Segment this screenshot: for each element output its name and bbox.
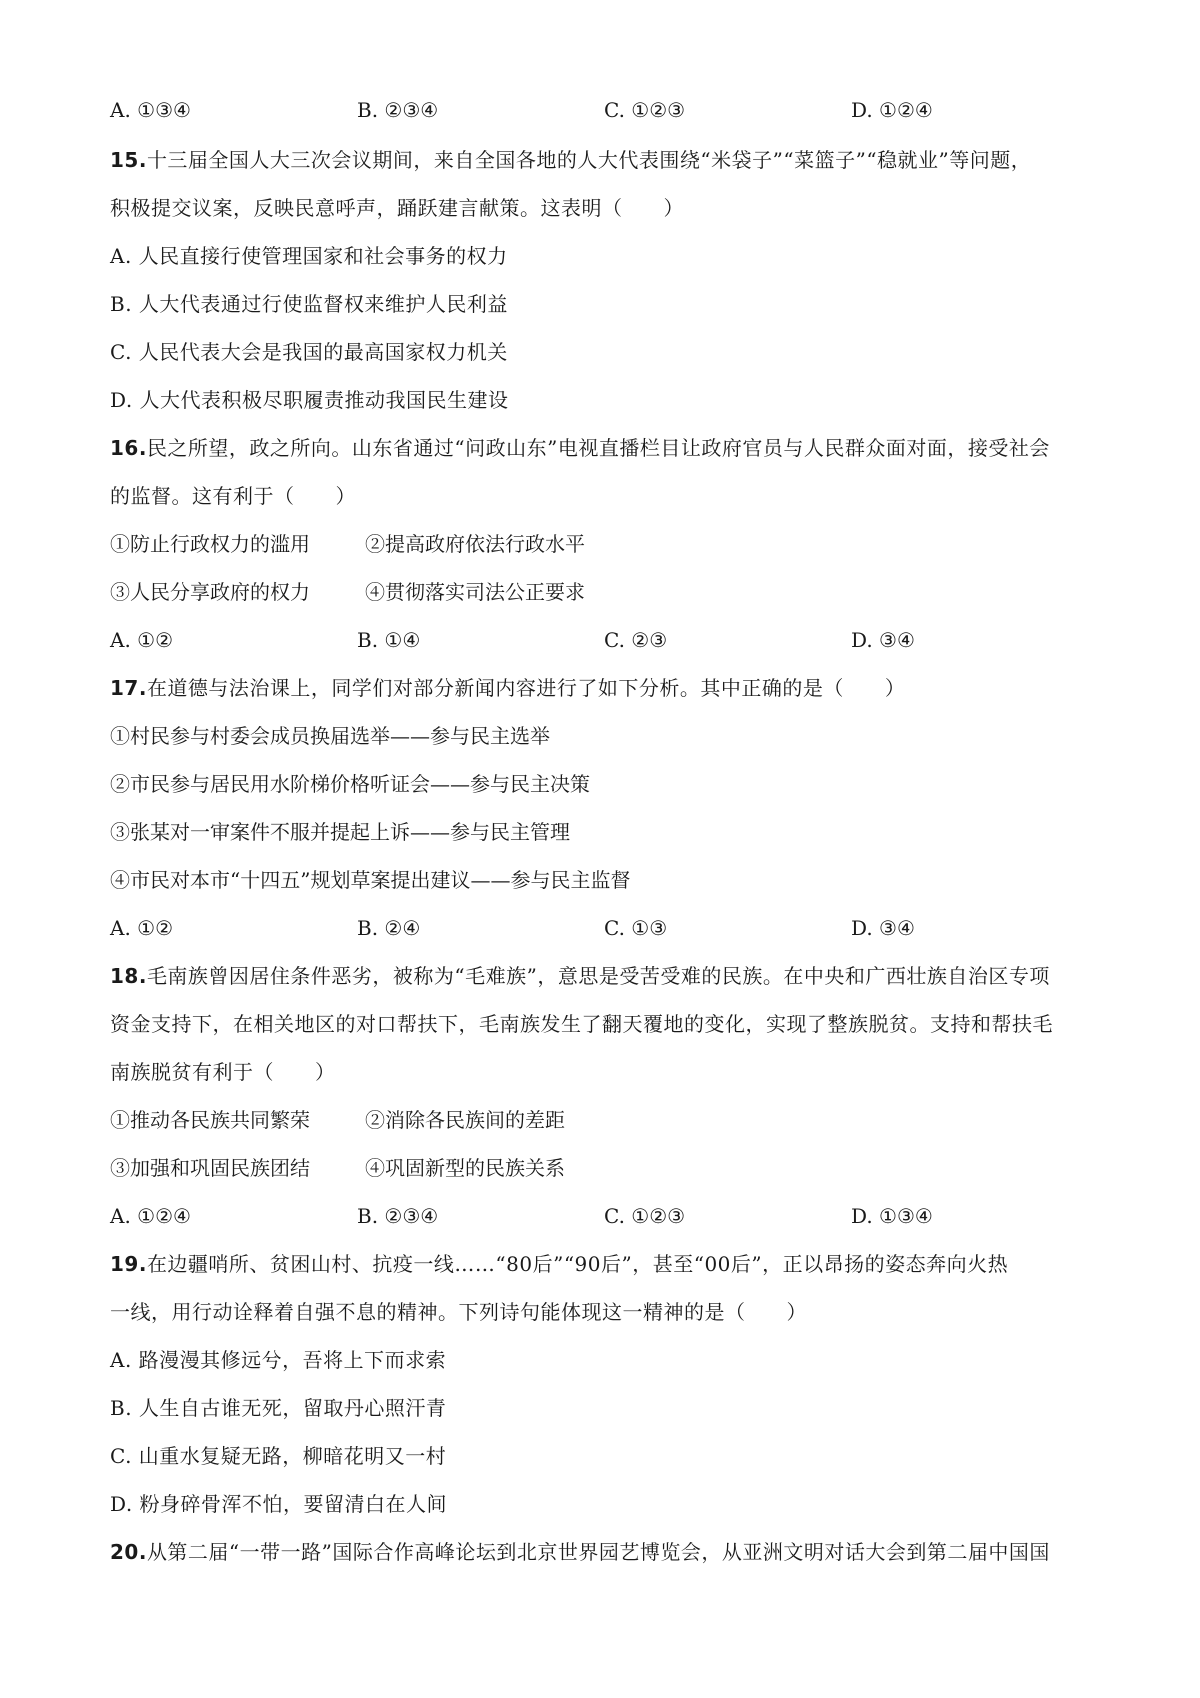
q18-option-d[interactable]: D. ①③④ [851, 1204, 933, 1228]
q14-option-b[interactable]: B. ②③④ [357, 98, 439, 122]
q16-item-4: ④贯彻落实司法公正要求 [365, 580, 585, 604]
q18-stem-line2: 资金支持下，在相关地区的对口帮扶下，毛南族发生了翻天覆地的变化，实现了整族脱贫。支持和帮扶毛 [110, 1012, 1053, 1036]
q15-stem-line2: 积极提交议案，反映民意呼声，踊跃建言献策。这表明（ ） [110, 196, 684, 220]
q17-option-b[interactable]: B. ②④ [357, 916, 421, 940]
q20-stem [110, 1538, 1100, 1566]
q17-stem [110, 674, 1100, 702]
q19-option-b[interactable]: B. 人生自古谁无死，留取丹心照汗青 [110, 1396, 447, 1420]
q18-item-3: ③加强和巩固民族团结 [110, 1156, 310, 1180]
q16-stem [110, 434, 1100, 462]
q15-stem [110, 146, 1100, 174]
q14-option-c[interactable]: C. ①②③ [604, 98, 686, 122]
q17-item-2: ②市民参与居民用水阶梯价格听证会——参与民主决策 [110, 772, 590, 796]
q14-option-a[interactable]: A. ①③④ [110, 98, 191, 122]
q15-number: 15. [110, 148, 147, 172]
q16-stem-line2: 的监督。这有利于（ ） [110, 484, 356, 508]
q19-option-d[interactable]: D. 粉身碎骨浑不怕，要留清白在人间 [110, 1492, 448, 1516]
q17-item-3: ③张某对一审案件不服并提起上诉——参与民主管理 [110, 820, 570, 844]
q16-option-c[interactable]: C. ②③ [604, 628, 668, 652]
q16-options [110, 626, 1100, 654]
q16-option-d[interactable]: D. ③④ [851, 628, 915, 652]
q16-item-2: ②提高政府依法行政水平 [365, 532, 585, 556]
q17-item-1: ①村民参与村委会成员换届选举——参与民主选举 [110, 724, 550, 748]
q19-option-c[interactable]: C. 山重水复疑无路，柳暗花明又一村 [110, 1444, 447, 1468]
q18-stem-line3: 南族脱贫有利于（ ） [110, 1060, 336, 1084]
q16-stem-line1: 民之所望，政之所向。山东省通过“问政山东”电视直播栏目让政府官员与人民群众面对面，接受社会 [146, 436, 1050, 460]
q18-number: 18. [110, 964, 147, 988]
q19-stem-line1: 在边疆哨所、贫困山村、抗疫一线……“80后”“90后”，甚至“00后”，正以昂扬的姿态奔向火热 [146, 1252, 1009, 1276]
q15-option-a[interactable]: A. 人民直接行使管理国家和社会事务的权力 [110, 244, 508, 268]
q18-options [110, 1202, 1100, 1230]
q16-item-3: ③人民分享政府的权力 [110, 580, 310, 604]
q19-option-a[interactable]: A. 路漫漫其修远兮，吾将上下而求索 [110, 1348, 447, 1372]
q14-options [110, 96, 1100, 124]
q17-option-a[interactable]: A. ①② [110, 916, 174, 940]
q18-stem [110, 962, 1100, 990]
q19-stem [110, 1250, 1100, 1278]
q15-option-b[interactable]: B. 人大代表通过行使监督权来维护人民利益 [110, 292, 508, 316]
q18-item-4: ④巩固新型的民族关系 [365, 1156, 565, 1180]
q18-item-1: ①推动各民族共同繁荣 [110, 1108, 310, 1132]
q15-stem-line1: 十三届全国人大三次会议期间，来自全国各地的人大代表围绕“米袋子”“菜篮子”“稳就业”等问题， [146, 148, 1032, 172]
q17-number: 17. [110, 676, 147, 700]
q18-stem-line1: 毛南族曾因居住条件恶劣，被称为“毛难族”，意思是受苦受难的民族。在中央和广西壮族自治区专项 [146, 964, 1050, 988]
q18-option-a[interactable]: A. ①②④ [110, 1204, 191, 1228]
q18-option-b[interactable]: B. ②③④ [357, 1204, 439, 1228]
q16-number: 16. [110, 436, 147, 460]
q20-number: 20. [110, 1540, 147, 1564]
q16-option-b[interactable]: B. ①④ [357, 628, 421, 652]
q15-option-d[interactable]: D. 人大代表积极尽职履责推动我国民生建设 [110, 388, 509, 412]
q17-option-c[interactable]: C. ①③ [604, 916, 668, 940]
q15-option-c[interactable]: C. 人民代表大会是我国的最高国家权力机关 [110, 340, 508, 364]
q17-stem-line1: 在道德与法治课上，同学们对部分新闻内容进行了如下分析。其中正确的是（ ） [146, 676, 906, 700]
q20-stem-line1: 从第二届“一带一路”国际合作高峰论坛到北京世界园艺博览会，从亚洲文明对话大会到第二届中国国 [146, 1540, 1050, 1564]
q14-option-d[interactable]: D. ①②④ [851, 98, 933, 122]
q16-item-1: ①防止行政权力的滥用 [110, 532, 310, 556]
q17-item-4: ④市民对本市“十四五”规划草案提出建议——参与民主监督 [110, 868, 631, 892]
q19-number: 19. [110, 1252, 147, 1276]
q19-stem-line2: 一线，用行动诠释着自强不息的精神。下列诗句能体现这一精神的是（ ） [110, 1300, 807, 1324]
q18-option-c[interactable]: C. ①②③ [604, 1204, 686, 1228]
q18-item-2: ②消除各民族间的差距 [365, 1108, 565, 1132]
q16-option-a[interactable]: A. ①② [110, 628, 174, 652]
q17-option-d[interactable]: D. ③④ [851, 916, 915, 940]
q17-options [110, 914, 1100, 942]
